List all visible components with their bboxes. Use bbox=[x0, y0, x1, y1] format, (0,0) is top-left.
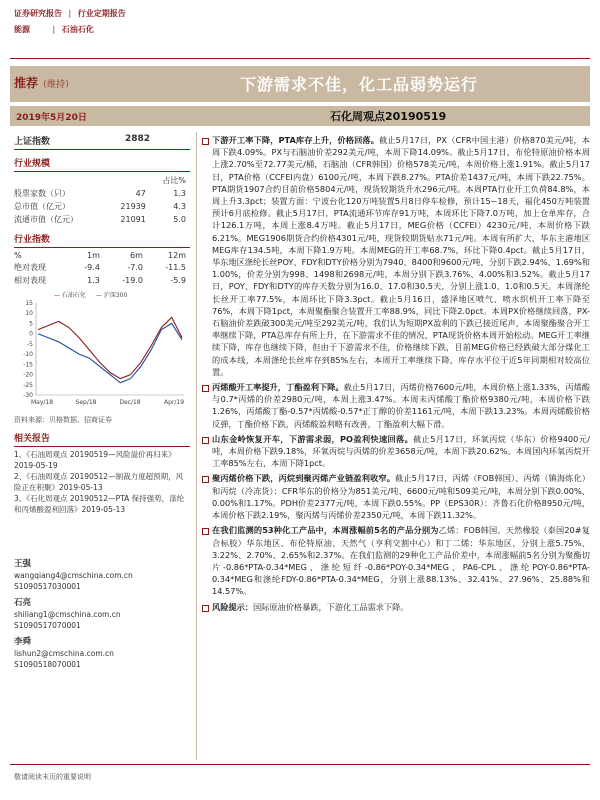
related-report[interactable]: 1、《石油周观点 20190519—风险溢价再归来》2019-05-19 bbox=[14, 450, 176, 470]
y-tick-label: 15 bbox=[25, 300, 33, 307]
analyst-name: 石亮 bbox=[14, 598, 32, 608]
series-line bbox=[38, 323, 182, 382]
series-line bbox=[38, 317, 182, 378]
analyst-email[interactable]: wangqiang4@cmschina.com.cn bbox=[14, 571, 133, 580]
chart-source: 资料来源：贝格数据、招商证券 bbox=[14, 416, 112, 424]
analyst-id: S1090517030001 bbox=[14, 582, 81, 591]
date-banner bbox=[10, 106, 590, 126]
y-tick-label: -15 bbox=[23, 361, 33, 369]
report-body bbox=[202, 134, 590, 616]
header-line1: 证券研究报告 | 行业定期报告 bbox=[14, 9, 126, 18]
x-tick-label: Dec/18 bbox=[119, 399, 141, 406]
body-paragraph: 丙烯酸开工率提升，丁酯盈利下降。截止5月17日，丙烯价格7600元/吨，本周价格上涨1.33%，丙烯酸与0.7*丙烯的价差2980元/吨，本周上涨3.47%。本周末丙烯酸丁酯价格9380元/吨，本周价格下跌1.26%，丙烯酸丁酯-0.57*丙烯酸-0.57*正丁醇的价差1161元/吨，本周下跌13.23%。本周丙烯酸价格反弹，丁酯价格下跌，丙烯酸盈利略有改善，丁酯盈利大幅下滑。 bbox=[202, 381, 590, 430]
report-date: 2019年5月20日 bbox=[16, 113, 87, 123]
y-tick-label: -10 bbox=[23, 351, 33, 359]
sector: 能源 bbox=[14, 25, 30, 34]
industry-scale-title: 行业规模 bbox=[14, 159, 51, 169]
body-paragraph: 山东金岭恢复开车，下游需求弱，PO盈利快速回落。截止5月17日，环氧丙烷（华东）价格9400元/吨，本周价格下跌9.18%，环氧丙烷与丙烯的价差3658元/吨，本周下跌20.62%。本周国内环氧丙烷开工率85%左右，本周下降1pct。 bbox=[202, 433, 590, 470]
analyst-block bbox=[14, 559, 190, 670]
analyst-id: S1090518070001 bbox=[14, 660, 81, 669]
body-paragraph: 在我们监测的53种化工产品中，本周涨幅前5名的产品分别为乙烯：FOB韩国、天然橡胶（泰国20#复合标胶）华东地区、布伦特原油、天然气（亨利交割中心）和丁二烯：华东地区，分别上涨5.75%、3.22%、2.70%、2.65%和2.37%。在我们监测的29种化工产品价差中，本周涨幅前5名分别为聚酯切片-0.86*PTA-0.34*MEG、涤纶短纤-0.86*POY-0.34*MEG、PA6-CPL、涤纶POY-0.86*PTA-0.34*MEG和涤纶FDY-0.86*PTA-0.34*MEG，分别上涨88.13%、32.41%、27.96%、25.88%和14.57%。 bbox=[202, 524, 590, 597]
x-tick-label: Apr/19 bbox=[163, 399, 185, 406]
index-label: 上证指数 bbox=[14, 137, 51, 147]
y-tick-label: 0 bbox=[29, 330, 33, 338]
related-reports-title: 相关报告 bbox=[14, 434, 51, 444]
related-report[interactable]: 3、《石化周观点 20190512—PTA 保持强势，涤纶和丙烯酸盈利回落》2019-05-13 bbox=[14, 494, 185, 514]
y-tick-label: -5 bbox=[27, 340, 33, 348]
x-tick-label: Sep/18 bbox=[75, 399, 97, 406]
footer-rule bbox=[10, 764, 590, 765]
legend-item: — 石油石化 bbox=[54, 292, 86, 299]
industry-index-title: 行业指数 bbox=[14, 235, 51, 245]
table-row: 绝对表现 -9.4 -7.0 -11.5 bbox=[14, 263, 186, 272]
rating: 推荐（维持） bbox=[14, 76, 75, 90]
legend-item: — 沪深300 bbox=[95, 292, 128, 299]
industry-scale-table bbox=[14, 174, 190, 226]
index-row bbox=[14, 134, 190, 147]
analyst-id: S1090517070001 bbox=[14, 621, 81, 630]
risk-warning: 风险提示：国际原油价格暴跌，下游化工品需求下降。 bbox=[202, 601, 590, 613]
analyst-name: 王强 bbox=[14, 559, 32, 569]
related-report[interactable]: 2、《石油周观点 20190512—制裁力度超预期，风险正在积聚》2019-05-13 bbox=[14, 472, 184, 492]
report-category: 行业定期报告 bbox=[77, 9, 126, 18]
report-subtitle: 石化周观点20190519 bbox=[330, 110, 447, 123]
body-paragraph: 聚丙烯价格下跌，丙烷到聚丙烯产业链盈利收窄。截止5月17日，丙烯（FOB韩国）、丙烯（镇海炼化）和丙烷（冷冻货）：CFR华东的价格分为851美元/吨、6600元/吨和509美元/吨，本周分别下跌0.00%、0.00%和1.17%。PDH价差2377元/吨，本周下跌0.55%。PP（EPS30R）：齐鲁石化价格8950元/吨，本周价格下跌2.19%，聚丙烯与丙烯价差2350元/吨，本周下跌11.32%。 bbox=[202, 472, 590, 521]
analyst-name: 李舜 bbox=[14, 637, 32, 647]
analyst-email[interactable]: lishun2@cmschina.com.cn bbox=[14, 649, 114, 658]
y-tick-label: -20 bbox=[23, 371, 33, 379]
y-tick-label: -25 bbox=[23, 381, 33, 389]
table-row: 相对表现 1.3 -19.0 -5.9 bbox=[14, 276, 186, 285]
report-type: 证券研究报告 bbox=[14, 9, 62, 18]
index-value: 2882 bbox=[124, 134, 150, 144]
column-divider bbox=[196, 132, 197, 760]
y-tick-label: -30 bbox=[23, 392, 33, 399]
performance-table: % 1m 6m 12m 绝对表现 -9.4 -7.0 -11.5 相对表现 1.3 -19.0 -5.9 bbox=[14, 250, 190, 287]
chart-legend bbox=[54, 290, 190, 299]
table-row: 股票家数（只） 47 1.3 bbox=[14, 189, 186, 198]
y-tick-label: 5 bbox=[29, 320, 33, 328]
footer-note: 敬请阅读末页的重要说明 bbox=[14, 773, 91, 781]
header-rule bbox=[10, 58, 590, 59]
industry-index-chart bbox=[14, 299, 190, 411]
x-tick-label: May/18 bbox=[30, 399, 54, 406]
sub-sector: 石油石化 bbox=[61, 25, 94, 34]
table-row: 总市值（亿元） 21939 4.3 bbox=[14, 202, 186, 211]
report-title: 下游需求不佳，化工品弱势运行 bbox=[240, 75, 479, 94]
body-paragraph: 下游开工率下降，PTA库存上升，价格回落。截止5月17日，PX（CFR中国主港）价格870美元/吨，本周下跌4.09%。PX与石脑油价差292美元/吨，本周下降14.09%。截止5月17日，布伦特原油价格本周上涨2.70%至72.77美元/桶，石脑油（CFR韩国）价格578美元/吨，本周价格上涨1.91%。截止5月17日，PTA价格（CCFEI内盘）6100元/吨，本周下跌8.27%。PTA价差1437元/吨，本周下跌22.75%。PTA期货1907合约目前价格5804元/吨，现货较期货升水296元/吨。本周PTA行业开工负荷84.8%，本周上升3.3pct；装置方面：宁波台化120万吨装置5月8日停车检修，预计15~18天，福化450万吨装置预计6月底检修。截止5月17日，PTA流通环节库存91万吨，本周环比下降7.0万吨，加上仓单库存，合计126.1万吨，本周上涨8.4万吨。截止5月17日，MEG价格（CCFEI）4230元/吨，本周价格下跌6.21%。MEG1906期货合约价格4301元/吨，现货较期货贴水71元/吨。本周有所扩大，华东主港地区MEG库存134.5吨，本周下降1.9万吨。本周MEG的开工率68.7%，环比下降0.4pct。截止5月17日，华东地区涤纶长丝POY、FDY和DTY价格分别为7940、8400和9600元/吨，分别下跌2.94%、1.69%和1.00%，价差分别为998、1498和2698元/吨，本周分别下跌3.76%、4.00%和3.52%。截止5月17日，POY、FDY和DTY的库存天数分别为16.0、17.0和30.5天，分别上涨1.0、1.0和0.5天。本周涤纶长丝开工率77.5%，本周环比下降3.3pct。截止5月16日，盛泽地区喷气、喷水织机开工率下降至76%，本周下降1pct，本周聚酯聚合装置开工率88.9%，同比下降2.0pct。本周PX价格继续回落，PX-石脑油价差跌破300美元/吨至292美元/吨，我们认为短期PX盈利的下跌已接近尾声，本周聚酯聚合开工率继续下降，PTA总库存有所上升，在下游需求不佳的情况，PTA现货价格本周开始松动。MEG开工率继续下降，库存也继续下降，但由于下游需求不佳，价格继续下跌，目前MEG价格已经跌破大部分煤化工的成本线，本周涤纶长丝库存到85%左右，本周开工率继续下降，库存水平位于近5年同期相对较高位置。 bbox=[202, 134, 590, 378]
left-sidebar bbox=[14, 134, 190, 670]
header-line2: 能源 | 石油石化 bbox=[14, 25, 94, 34]
table-row: 流通市值（亿元） 21091 5.0 bbox=[14, 215, 186, 224]
share-header: 占比% bbox=[162, 176, 186, 185]
analyst-email[interactable]: shiliang1@cmschina.com.cn bbox=[14, 610, 121, 619]
y-tick-label: 10 bbox=[25, 310, 33, 318]
